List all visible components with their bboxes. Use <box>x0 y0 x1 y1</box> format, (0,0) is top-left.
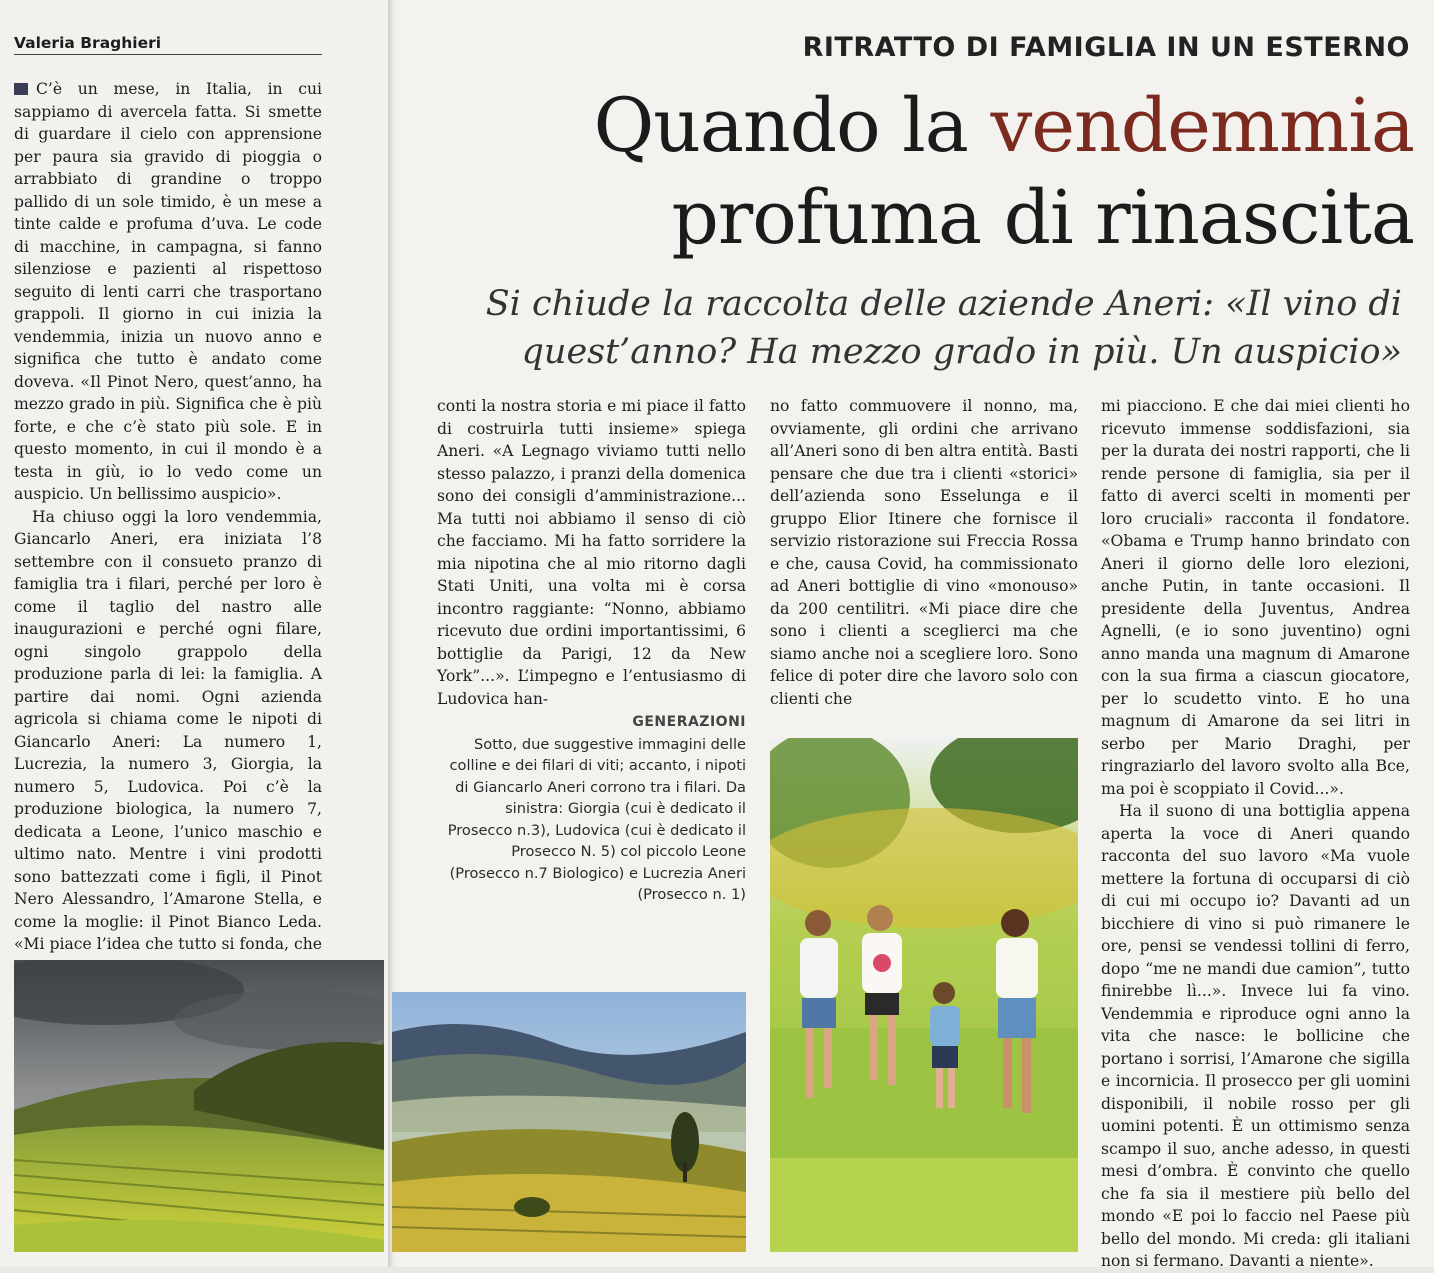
children-running-photo <box>770 738 1078 1252</box>
photo-caption <box>440 712 746 906</box>
paragraph-text: C’è un mese, in Italia, in cui sappiamo di avercela fatta. Si smette di guardare il cielo con apprensione per paura sia gravido di pioggia o arrabbiato di grandine o troppo pallido di un sole timido, è un mese a tinte calde e profuma d’uva. Le code di macchine, in campagna, si fanno silenziose e pazienti al rispettoso seguito di lenti carri che trasportano grappoli. Il giorno in cui inizia la vendemmia, inizia un nuovo anno e significa che tutto è andato come doveva. «Il Pinot Nero, quest’anno, ha mezzo grado in più. Significa che è più forte, e che c’è stato più sole. E in questo momento, in cui il mondo è a testa in giù, io lo vedo come un auspicio. Un bellissimo auspicio». <box>14 80 322 503</box>
paragraph-marker-icon <box>14 83 28 95</box>
headline-part: Quando la <box>593 83 991 169</box>
article-column-1 <box>14 78 322 1001</box>
article-column-3 <box>770 395 1078 710</box>
paragraph: no fatto commuovere il nonno, ma, ovviamente, gli ordini che arrivano all’Aneri sono di ben altra entità. Basti pensare che due tra i clienti «storici» dell’azienda sono Esselunga e il gruppo Elior Itinere che fornisce il servizio ristorazione sui Freccia Rossa e che, causa Covid, ha commissionato ad Aneri bottiglie di vino «monouso» da 200 centilitri. «Mi piace dire che sono i clienti a sceglierci ma che siamo anche noi a scegliere loro. Sono felice di poter dire che lavoro solo con clienti che <box>770 397 1078 708</box>
vineyard-hills-photo <box>14 960 384 1252</box>
caption-text: Sotto, due suggestive immagini delle colline e dei filari di viti; accanto, i nipoti di Giancarlo Aneri corrono tra i filari. Da sinistra: Giorgia (cui è dedicato il Prosecco n.3), Ludovica (cui è dedicato il Prosecco N. 5) col piccolo Leone (Prosecco n.7 Biologico) e Lucrezia Aneri (Prosecco n. 1) <box>447 735 746 903</box>
byline: Valeria Braghieri <box>14 34 322 55</box>
subheadline: Si chiude la raccolta delle aziende Aneri: «Il vino di quest’anno? Ha mezzo grado in più. Un auspicio» <box>485 284 1402 372</box>
article-column-4 <box>1101 395 1410 1273</box>
headline <box>500 80 1414 264</box>
paragraph: conti la nostra storia e mi piace il fatto di costruirla tutti insieme» spiega Aneri. «A Legnago viviamo tutti nello stesso palazzo, i pranzi della domenica sono dei consigli d’amministrazione... Ma tutti noi abbiamo il senso di ciò che facciamo. Mi ha fatto sorridere la mia nipotina che al mio ritorno dagli Stati Uniti, una volta mi è corsa incontro raggiante: “Nonno, abbiamo ricevuto due ordini importantissimi, 6 bottiglie da Parigi, 12 da New York”...». L’impegno e l’entusiasmo di Ludovica han- <box>437 397 746 708</box>
headline-line-2: profuma di rinascita <box>671 175 1414 261</box>
kicker: RITRATTO DI FAMIGLIA IN UN ESTERNO <box>802 32 1410 63</box>
caption-title: GENERAZIONI <box>632 714 746 730</box>
valley-landscape-photo <box>392 992 746 1252</box>
article-column-2 <box>437 395 746 710</box>
paragraph <box>14 78 322 506</box>
headline-accent: vendemmia <box>990 83 1414 169</box>
paragraph: Ha il suono di una bottiglia appena aperta la voce di Aneri quando racconta del suo lavoro «Ma vuole mettere la fortuna di occuparsi di ciò di cui mi occupo io? Davanti ad un bicchiere di vino si può rimanere le ore, pensi se vendessi tollini di ferro, dopo “me ne mandi due camion”, tutto finirebbe lì...». Invece lui fa vino. Vendemmia e riproduce ogni anno la vita che nasce: le bollicine che portano i sorrisi, l’Amarone che sigilla e incornicia. Il prosecco per gli uomini disponibili, il nobile rosso per gli uomini potenti. È un ottimismo senza scampo il suo, anche adesso, in questi mesi d’ombra. È convinto che quello che fa sia il mestiere più bello del mondo «E poi lo faccio nel Paese più bello del mondo. Mi creda: gli italiani non si fermano. Davanti a niente». <box>1101 802 1410 1270</box>
paragraph: mi piacciono. E che dai miei clienti ho ricevuto immense soddisfazioni, sia per la durata dei nostri rapporti, che li rende persone di famiglia, sia per il fatto di averci scelti in momenti per loro cruciali» racconta il fondatore. «Obama e Trump hanno brindato con Aneri il giorno delle loro elezioni, anche Putin, in tante occasioni. Il presidente della Juventus, Andrea Agnelli, (e io sono juventino) ogni anno manda una magnum di Amarone con la sua firma a ciascun giocatore, per lo scudetto vinto. E ho una magnum di Amarone da sei litri in serbo per Mario Draghi, per ringraziarlo del lavoro svolto alla Bce, ma poi è scoppiato il Covid...». <box>1101 397 1410 798</box>
paragraph: Ha chiuso oggi la loro vendemmia, Giancarlo Aneri, era iniziata l’8 settembre con il consueto pranzo di famiglia tra i filari, perché per loro è come il taglio del nastro alle inaugurazioni e perché ogni filare, ogni singolo grappolo della produzione parla di lei: la famiglia. A partire dai nomi. Ogni azienda agricola si chiama come le nipoti di Giancarlo Aneri: La numero 1, Lucrezia, la numero 3, Giorgia, la numero 5, Ludovica. Poi c’è la produzione biologica, la numero 7, dedicata a Leone, l’unico maschio e ultimo nato. Mentre i vini prodotti sono battezzati come i figli, il Pinot Nero Alessandro, l’Amarone Stella, e come la moglie: il Pinot Bianco Leda. «Mi piace l’idea che tutto si fonda, che <box>14 507 322 953</box>
